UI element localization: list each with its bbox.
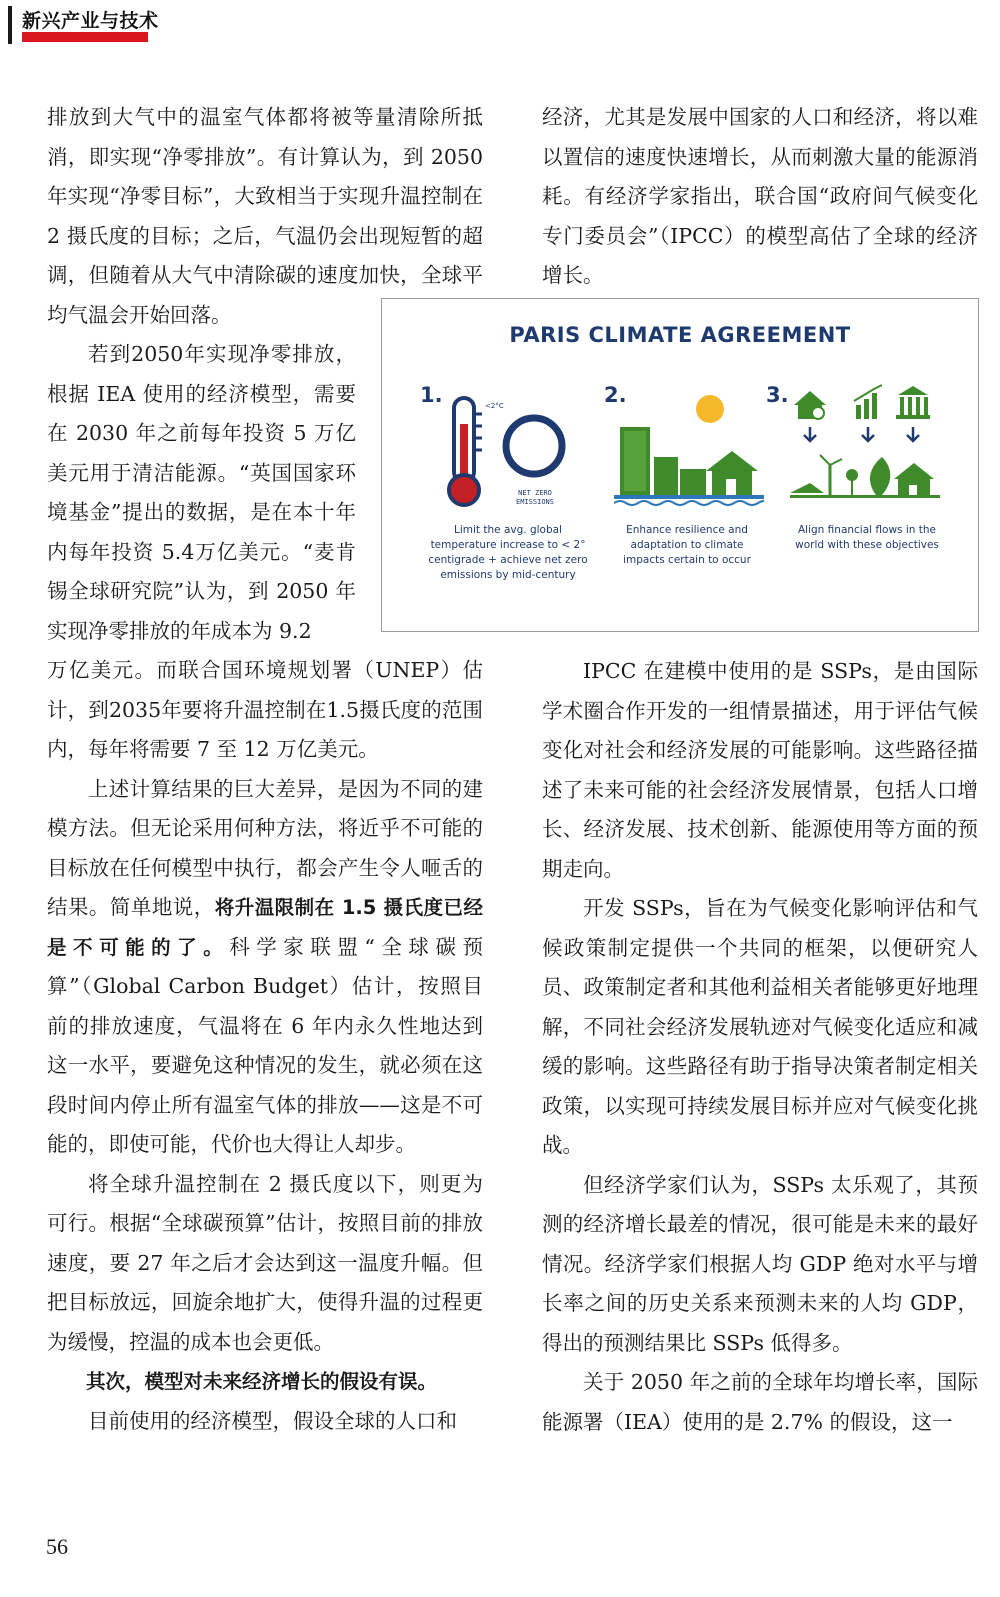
right-paragraph-2: IPCC 在建模中使用的是 SSPs，是由国际学术圈合作开发的一组情景描述，用于评估气候变化对社会和经济发展的可能影响。这些路径描述了未来可能的社会经济发展情景，包括人口增长、经济发展、技术创新、能源使用等方面的预期走向。 bbox=[542, 659, 978, 881]
item-2-caption bbox=[607, 523, 767, 568]
header-red-bar bbox=[22, 32, 148, 42]
temp-label: <2°C bbox=[485, 402, 504, 410]
financial-flows-icon bbox=[790, 383, 950, 513]
left-paragraph-2-full: 万亿美元。而联合国环境规划署（UNEP）估计，到2035年要将升温控制在1.5摄氏度的范围内，每年将需要 7 至 12 万亿美元。 bbox=[47, 658, 483, 761]
left-paragraph-1: 排放到大气中的温室气体都将被等量清除所抵消，即实现“净零排放”。有计算认为，到 2050 年实现“净零目标”，大致相当于实现升温控制在 2 摄氏度的目标；之后，气温仍会出现短暂的超调，但随着从大气中清除碳的速度加快，全球平均气温会开始回落。 bbox=[47, 105, 483, 327]
right-column-top bbox=[542, 98, 978, 296]
figure-title: PARIS CLIMATE AGREEMENT bbox=[509, 323, 851, 347]
right-paragraph-4: 但经济学家们认为，SSPs 太乐观了，其预测的经济增长最差的情况，很可能是未来的最好情况。经济学家们根据人均 GDP 绝对水平与增长率之间的历史关系来预测未来的人均 GDP，得出的预测结果比 SSPs 低得多。 bbox=[542, 1172, 978, 1355]
left-paragraph-5-bold: 其次，模型对未来经济增长的假设有误。 bbox=[86, 1370, 438, 1393]
left-paragraph-4: 将全球升温控制在 2 摄氏度以下，则更为可行。根据“全球碳预算”估计，按照目前的排放速度，要 27 年之后才会达到这一温度升幅。但把目标放远，回旋余地扩大，使得升温的过程更为缓慢，控温的成本也会更低。 bbox=[47, 1171, 483, 1354]
left-p3-bold: 将升温限制在 1.5 摄氏度已经是不可能的了。 bbox=[47, 896, 483, 959]
resilient-city-icon bbox=[614, 387, 764, 512]
right-paragraph-3: 开发 SSPs，旨在为气候变化影响评估和气候政策制定提供一个共同的框架，以便研究人员、政策制定者和其他利益相关者能够更好地理解，不同社会经济发展轨迹对气候变化适应和减缓的影响。这些路径有助于指导决策者制定相关政策，以实现可持续发展目标并应对气候变化挑战。 bbox=[542, 896, 978, 1157]
item-1-caption-line-4: emissions by mid-century bbox=[440, 569, 576, 581]
net-zero-line-2: EMISSIONS bbox=[516, 498, 554, 506]
item-1-caption-line-1: Limit the avg. global bbox=[454, 524, 562, 536]
item-3-caption-line-2: world with these objectives bbox=[795, 539, 939, 551]
item-1-caption-line-3: centigrade + achieve net zero bbox=[428, 554, 588, 566]
paris-agreement-figure bbox=[381, 298, 979, 632]
item-3-caption-line-1: Align financial flows in the bbox=[798, 524, 936, 536]
right-paragraph-1: 经济，尤其是发展中国家的人口和经济，将以难以置信的速度快速增长，从而刺激大量的能源消耗。有经济学家指出，联合国“政府间气候变化专门委员会”（IPCC）的模型高估了全球的经济增长。 bbox=[542, 105, 978, 287]
left-paragraph-6: 目前使用的经济模型，假设全球的人口和 bbox=[88, 1408, 457, 1433]
right-paragraph-5: 关于 2050 年之前的全球年均增长率，国际能源署（IEA）使用的是 2.7% 的假设，这一 bbox=[542, 1370, 978, 1434]
right-column-bottom bbox=[542, 652, 978, 1442]
item-1-caption bbox=[418, 523, 598, 583]
left-p3-text-b: 科学家联盟“全球碳预算”（Global Carbon Budget）估计，按照目前的排放速度，气温将在 6 年内永久性地达到这一水平，要避免这种情况的发生，就必须在这段时间内停止所有温室气体的排放——这是不可能的，即使可能，代价也大得让人却步。 bbox=[47, 934, 483, 1156]
net-zero-label bbox=[510, 489, 560, 507]
section-header bbox=[0, 0, 160, 48]
item-3-caption bbox=[782, 523, 952, 553]
left-p3-text-a: 上述计算结果的巨大差异，是因为不同的建模方法。但无论采用何种方法，将近乎不可能的目标放在任何模型中执行，都会产生令人咂舌的结果。简单地说， bbox=[47, 776, 483, 919]
item-1-caption-line-2: temperature increase to < 2° bbox=[430, 539, 586, 551]
left-paragraph-2-narrow: 若到2050年实现净零排放，根据 IEA 使用的经济模型，需要在 2030 年之前每年投资 5 万亿美元用于清洁能源。“英国国家环境基金”提出的数据，是在本十年内每年投资 5.4万亿美元。“麦肯锡全球研究院”认为，到 2050 年实现净零排放的年成本为 9.2 bbox=[47, 342, 356, 643]
item-2-caption-line-2: adaptation to climate bbox=[630, 539, 744, 551]
header-vertical-bar bbox=[8, 6, 12, 44]
item-3-number: 3. bbox=[766, 383, 789, 407]
item-2-caption-line-1: Enhance resilience and bbox=[626, 524, 748, 536]
page-number: 56 bbox=[46, 1534, 68, 1559]
item-2-number: 2. bbox=[604, 383, 627, 407]
item-2-caption-line-3: impacts certain to occur bbox=[623, 554, 751, 566]
net-zero-line-1: NET ZERO bbox=[518, 489, 552, 497]
item-1-number: 1. bbox=[420, 383, 443, 407]
left-paragraph-3 bbox=[47, 770, 483, 1165]
section-title: 新兴产业与技术 bbox=[22, 10, 159, 32]
